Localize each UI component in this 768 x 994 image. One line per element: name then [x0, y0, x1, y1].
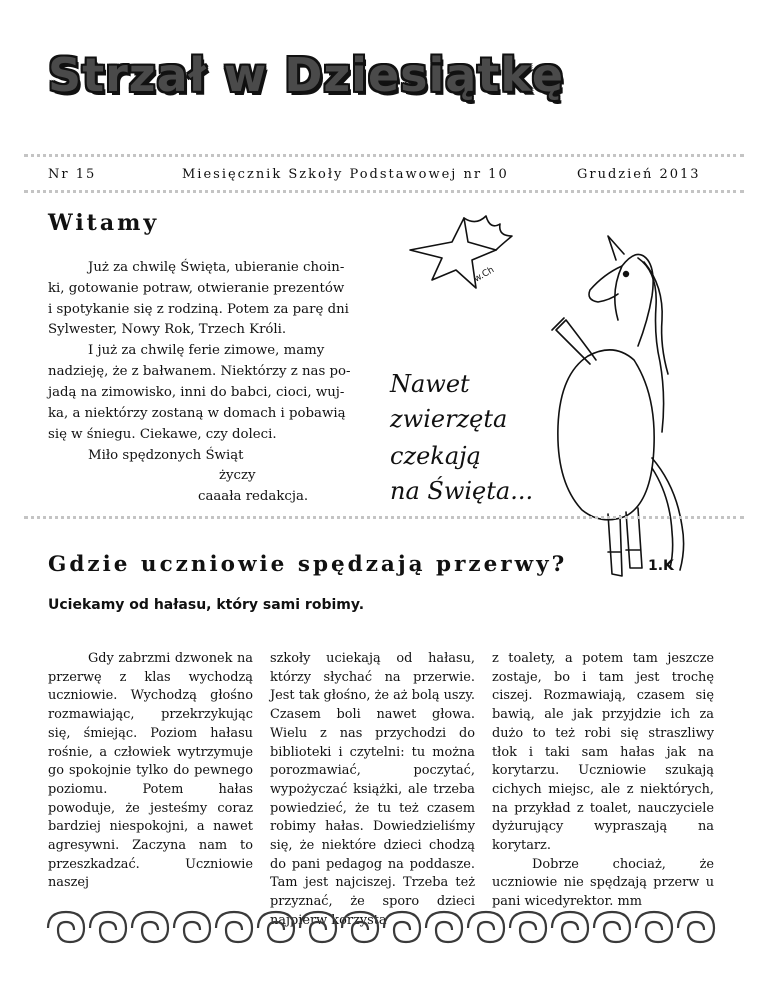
welcome-line: życzy [219, 468, 256, 483]
swirl-ornament [258, 912, 294, 942]
horse-drawing [390, 196, 730, 606]
swirl-ornament [132, 912, 168, 942]
article-subheading: Uciekamy od hałasu, który sami robimy. [48, 597, 365, 613]
welcome-line: I już za chwilę ferie zimowe, mamy [88, 343, 325, 358]
swirl-ornament [300, 912, 336, 942]
welcome-line: i spotykanie się z rodziną. Potem za parę dni [48, 302, 349, 317]
caption-line: zwierzęta [390, 405, 508, 433]
horse-body [558, 350, 654, 520]
welcome-line: ka, a niektórzy zostaną w domach i pobawią [48, 406, 346, 421]
masthead-title: Strzał w Dziesiątkę [48, 48, 565, 102]
swirl-ornament [678, 912, 714, 942]
paragraph: Dobrze chociaż, że uczniowie nie spędzają przerw u pani wicedyrektor. mm [492, 856, 714, 910]
article-column-1 [48, 650, 253, 890]
caption-line: Nawet [390, 370, 470, 398]
welcome-heading: Witamy [48, 210, 160, 236]
horse-signature: 1.K [648, 558, 674, 574]
divider-middle [24, 516, 744, 519]
swirl-ornament [594, 912, 630, 942]
swirl-ornament [384, 912, 420, 942]
horse-eye [624, 272, 629, 277]
horse-leg-raised [556, 320, 596, 364]
horse-muzzle [589, 266, 622, 302]
swirl-ornament [636, 912, 672, 942]
issue-number: Nr 15 [48, 167, 97, 182]
horse-leg [608, 514, 622, 576]
swirl-ornament [468, 912, 504, 942]
swirl-ornament [342, 912, 378, 942]
divider-meta [24, 190, 744, 193]
issue-date: Grudzień 2013 [577, 167, 701, 182]
swirl-ornament [216, 912, 252, 942]
swirl-ornament [48, 912, 84, 942]
welcome-line: Sylwester, Nowy Rok, Trzech Króli. [48, 322, 287, 337]
divider-top [24, 154, 744, 157]
welcome-line: Już za chwilę Święta, ubieranie choin- [88, 260, 345, 275]
article-column-3 [492, 650, 714, 910]
welcome-line: jadą na zimowisko, inni do babci, cioci, wuj- [48, 385, 345, 400]
swirl-ornament [510, 912, 546, 942]
paragraph: Gdy zabrzmi dzwonek na przerwę z klas wychodzą uczniowie. Wychodzą głośno rozmawiając, przekrzykując się, śmiejąc. Poziom hałasu rośnie, a człowiek wytrzymuje go spokojnie tylko do pewnego poziomu. Potem hałas powoduje, że jesteśmy coraz bardziej niespokojni, a nawet agresywni. Zaczyna nam to przeszkadzać. Uczniowie naszej [48, 651, 253, 891]
welcome-line: się w śniegu. Ciekawe, czy doleci. [48, 427, 277, 442]
paragraph: z toalety, a potem tam jeszcze zostaje, bo i tam jest trochę ciszej. Rozmawiają, czasem się bawią, ale jak przyjdzie ich za dużo to też robi się straszliwy tłok i taki sam hałas jak na korytarzu. Uczniowie szukają cichych miejsc, ale z niektórych, na przykład z toalet, nauczyciele dyżurujący wypraszają na korytarz. [492, 651, 714, 854]
swirl-ornament [552, 912, 588, 942]
swirl-ornament [426, 912, 462, 942]
article-heading: Gdzie uczniowie spędzają przerwy? [48, 552, 568, 577]
welcome-line: caaała redakcja. [198, 489, 309, 504]
swirl-ornament [90, 912, 126, 942]
star-tail [464, 216, 512, 250]
caption-line: na Święta... [390, 477, 534, 505]
paragraph: szkoły uciekają od hałasu, którzy słychać na przerwie. Jest tak głośno, że aż bolą uszy. Czasem boli nawet głowa. Wielu z nas przychodzi do biblioteki i czytelni: tu można porozmawiać, poczytać, wypożyczać książki, ale trzeba powiedzieć, że tu też czasem robimy hałas. Dowiedzieliśmy się, że niektóre dzieci chodzą do pani pedagog na poddasze. Tam jest najciszej. Trzeba też przyznać, że sporo dzieci najpierw korzysta [270, 651, 475, 928]
article-column-2 [270, 650, 475, 928]
issue-subtitle: Miesięcznik Szkoły Podstawowej nr 10 [182, 167, 509, 182]
footer-swirl-border [46, 908, 722, 948]
caption-line: czekają [390, 442, 481, 470]
welcome-line: Miło spędzonych Świąt [88, 448, 244, 463]
swirl-ornament [174, 912, 210, 942]
horse-ear [608, 236, 624, 260]
star-signature: w.Ch [472, 265, 497, 285]
welcome-line: nadzieję, że z bałwanem. Niektórzy z nas po- [48, 364, 351, 379]
welcome-line: ki, gotowanie potraw, otwieranie prezentów [48, 281, 345, 296]
